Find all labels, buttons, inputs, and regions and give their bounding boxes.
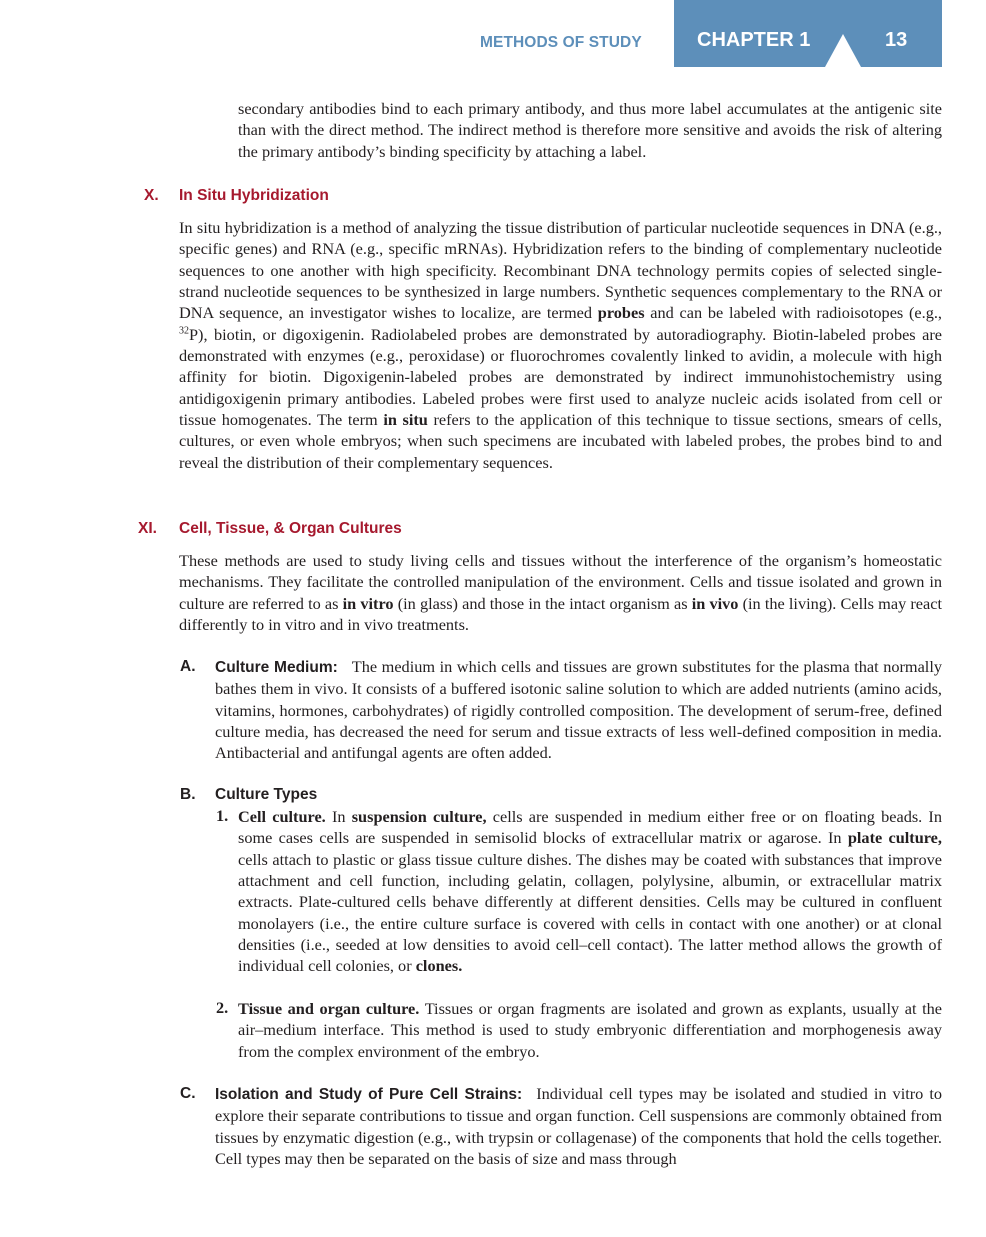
subsection-b-letter: B.	[180, 786, 196, 803]
list-item-1-text-3: cells attach to plastic or glass tissue culture dishes. The dishes may be coated with substances that improve attachment and cell function, including gelatin, collagen, polylysine, albumin, or extracellular matrix extracts. Plate-cultured cells behave differently at different densities. Cells may be cultured in confluent monolayers (i.e., the entire culture surface is covered with cells in contact with one another) or at clonal densities (i.e., seeded at low densities to avoid cell–cell contact). The latter method allows the growth of individual cell colonies, or	[238, 849, 942, 976]
list-item-1-number: 1.	[216, 806, 229, 825]
list-item-2-text: Tissues or organ fragments are isolated and grown as explants, usually at the air–medium interface. This method is used to study embryonic differentiation and morphogenesis away from the complex environment of the embryo.	[238, 999, 942, 1061]
section-x-title: In Situ Hybridization	[179, 187, 329, 204]
intro-continuation-paragraph: secondary antibodies bind to each primary antibody, and thus more label accumulates at the antigenic site than with the direct method. The indirect method is therefore more sensitive and avoids the risk of altering the primary antibody’s binding specificity by attaching a label.	[238, 99, 942, 161]
term-probes: probes	[597, 303, 645, 323]
term-suspension-culture: suspension culture,	[351, 807, 487, 826]
subsection-a-title: Culture Medium:	[215, 659, 338, 676]
list-item-1-title: Cell culture.	[238, 807, 326, 826]
section-xi-text-1: These methods are used to study living cells and tissues without the interference of the organism’s homeostatic mechanisms. They facilitate the controlled manipulation of the environment. Cells and tissue isolated and grown in culture are referred to as	[179, 551, 942, 613]
subsection-c-paragraph	[215, 1083, 942, 1169]
section-xi-text-3: (in the living). Cells may react differently to in vitro and in vivo treatments.	[179, 593, 942, 635]
page-number: 13	[885, 29, 908, 51]
subsection-a-paragraph	[215, 656, 942, 764]
list-item-1-paragraph	[238, 806, 942, 977]
list-item-2-number: 2.	[216, 998, 229, 1017]
section-xi-title: Cell, Tissue, & Organ Cultures	[179, 520, 402, 537]
term-in-situ: in situ	[383, 410, 428, 430]
running-header-section-title: METHODS OF STUDY	[480, 34, 642, 51]
term-clones: clones.	[415, 956, 463, 976]
term-in-vivo: in vivo	[691, 593, 739, 613]
section-x-number: X.	[144, 187, 159, 204]
section-xi-text-2: (in glass) and those in the intact organism as	[397, 593, 688, 613]
subsection-b-title: Culture Types	[215, 786, 318, 803]
list-item-1-text-2: cells are suspended in medium either free or on floating beads. In some cases cells are suspended in semisolid blocks of extracellular matrix or agarose. In	[238, 807, 942, 848]
subsection-a-text: The medium in which cells and tissues are grown substitutes for the plasma that normally bathes them in vivo. It consists of a buffered isotonic saline solution to which are added nutrients (amino acids, vitamins, hormones, carbohydrates) of rigidly controlled composition. The development of serum-free, defined culture media, has decreased the need for serum and tissue extracts of less well-defined composition in media. Antibacterial and antifungal agents are often added.	[215, 657, 942, 763]
chapter-tab-notch	[825, 34, 861, 67]
term-plate-culture: plate culture,	[847, 828, 942, 848]
section-x-text-4: refers to the application of this technique to tissue sections, smears of cells, cultures, or even whole embryos; when such specimens are incubated with labeled probes, the probes bind to and reveal the distribution of their complementary sequences.	[179, 410, 942, 472]
section-x-text-1: In situ hybridization is a method of analyzing the tissue distribution of particular nucleotide sequences in DNA (e.g., specific genes) and RNA (e.g., specific mRNAs). Hybridization refers to the binding of complementary nucleotide sequences to one another with high specificity. Recombinant DNA technology permits copies of selected single-strand nucleotide sequences to be synthesized in large numbers. Synthetic sequences complementary to the RNA or DNA sequence, an investigator wishes to localize, are termed	[179, 218, 942, 323]
subsection-c-title: Isolation and Study of Pure Cell Strains:	[215, 1086, 523, 1103]
subsection-a-letter: A.	[180, 658, 196, 675]
list-item-1-text-1: In	[331, 807, 346, 826]
section-x-text-2: and can be labeled with radioisotopes (e.g.,	[650, 303, 942, 323]
list-item-2-paragraph	[238, 998, 942, 1062]
chapter-label: CHAPTER 1	[697, 29, 811, 51]
subsection-c-text: Individual cell types may be isolated and studied in vitro to explore their separate contributions to tissue and organ function. Cell suspensions are commonly obtained from tissues by enzymatic digestion (e.g., with trypsin or collagenase) of the components that hold the cells together. Cell types may then be separated on the basis of size and mass through	[215, 1084, 942, 1169]
subsection-c-letter: C.	[180, 1085, 196, 1102]
section-x-paragraph	[179, 217, 942, 473]
list-item-2-title: Tissue and organ culture.	[238, 999, 420, 1018]
isotope-mass-superscript: 32	[179, 325, 189, 337]
section-xi-number: XI.	[138, 520, 157, 537]
section-x-text-3: P), biotin, or digoxigenin. Radiolabeled probes are demonstrated by autoradiography. Biotin-labeled probes are demonstrated with enzymes (e.g., peroxidase) or fluorochromes covalently linked to avidin, a molecule with high affinity for biotin. Digoxigenin-labeled probes are demonstrated by indirect immunohistochemistry using antidigoxigenin primary antibodies. Labeled probes were first used to analyze nucleic acids isolated from cell or tissue homogenates. The term	[179, 324, 942, 430]
term-in-vitro: in vitro	[342, 593, 394, 613]
section-xi-paragraph	[179, 550, 942, 635]
